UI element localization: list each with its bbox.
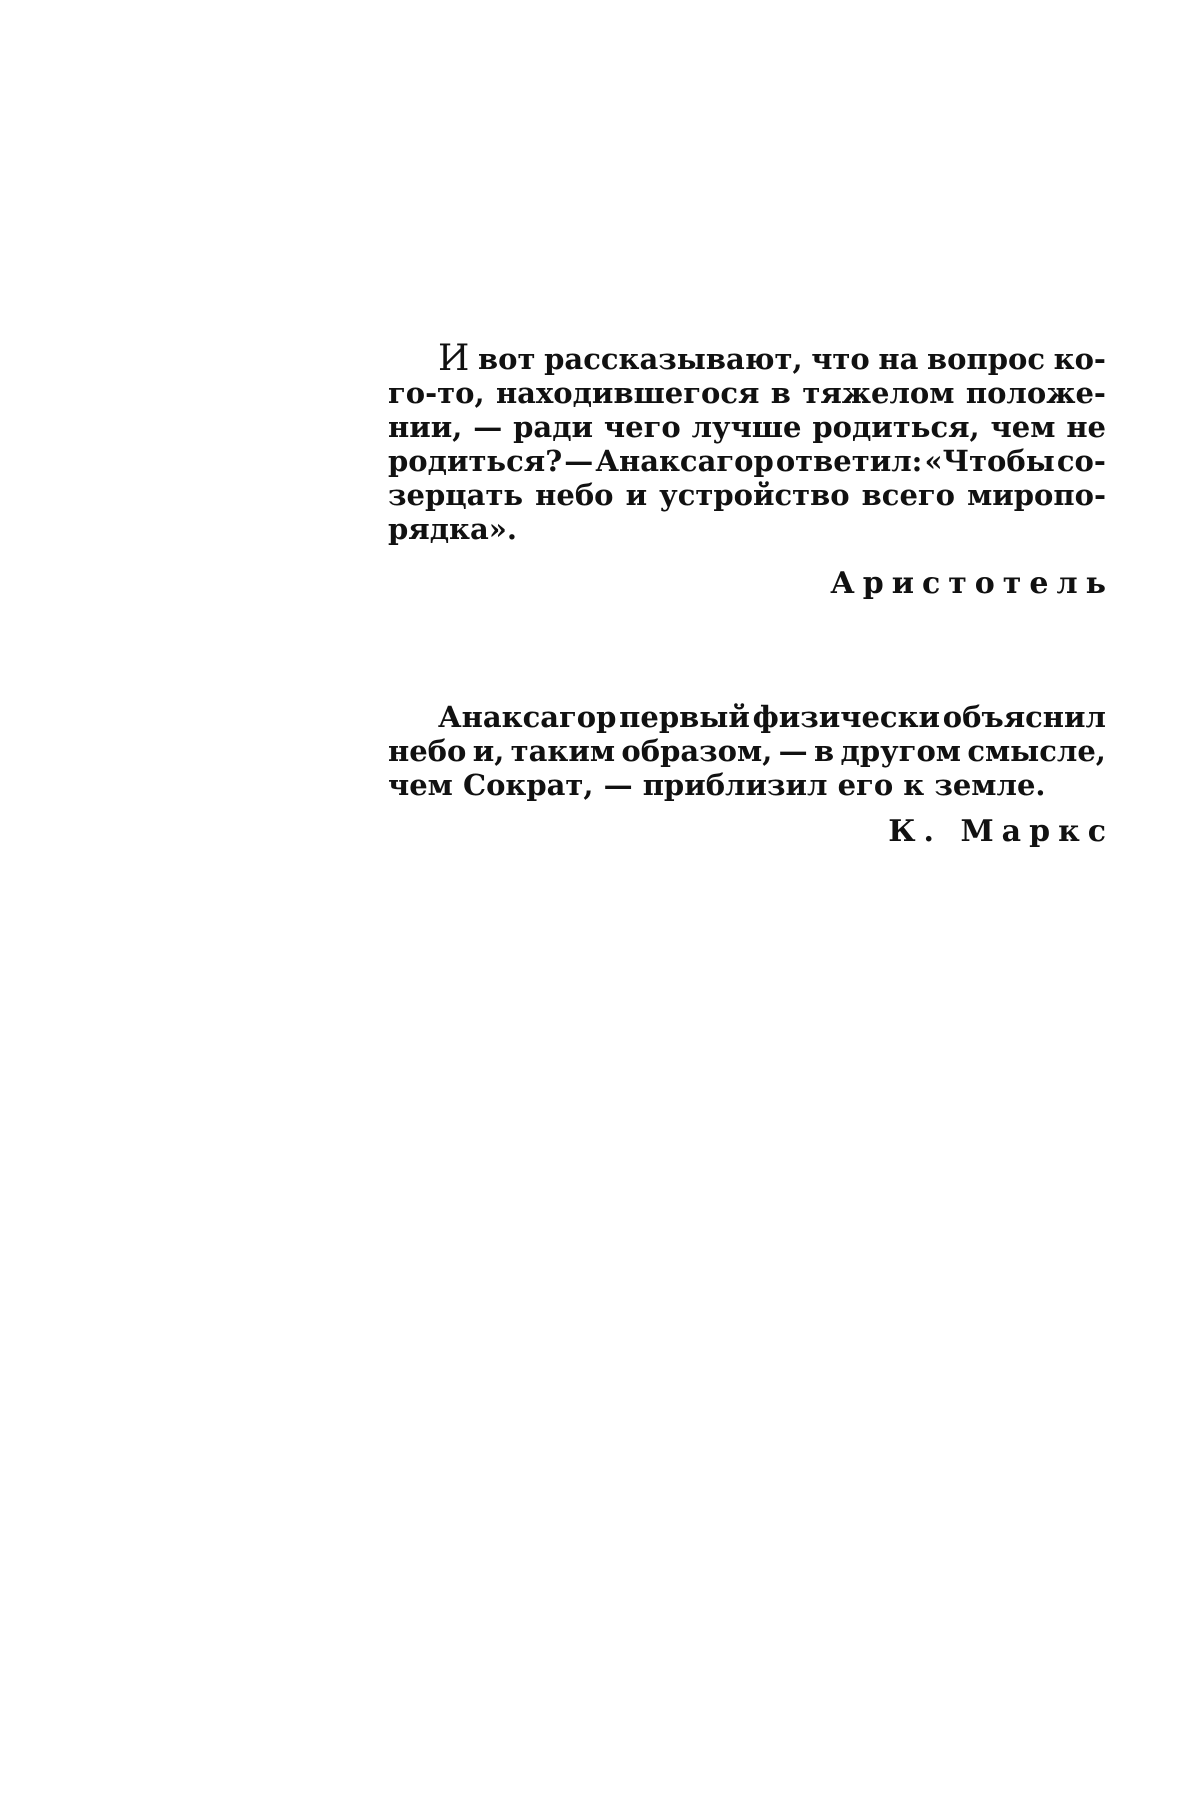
epigraph-word: вот (478, 342, 536, 376)
epigraph-line (388, 768, 1106, 802)
epigraph-word: «Чтобы (924, 444, 1055, 478)
epigraph-word: таким (510, 734, 616, 768)
epigraph-word: — (778, 734, 808, 768)
epigraph-marx (388, 700, 1114, 850)
epigraph-word: родиться? (388, 444, 563, 478)
epigraph-line (388, 444, 1106, 478)
epigraph-word: положе- (965, 376, 1106, 410)
epigraph-word: всего (861, 478, 956, 512)
epigraph-author: К. Маркс (888, 814, 1114, 849)
epigraph-word: образом, (621, 734, 773, 768)
epigraph-word: рядка». (388, 512, 517, 546)
epigraph-word: И (438, 338, 470, 379)
epigraph-line (388, 338, 1106, 379)
epigraph-word: в (814, 734, 835, 768)
epigraph-word: смысле, (967, 734, 1106, 768)
epigraph-word: миропо- (967, 478, 1106, 512)
epigraph-word: что (811, 342, 870, 376)
epigraph-word: небо (388, 734, 467, 768)
epigraph-word: объяснил (942, 700, 1106, 734)
epigraph-author: Аристотель (830, 566, 1114, 601)
epigraph-word: — (564, 444, 594, 478)
epigraph-word: Анаксагор (438, 700, 617, 734)
epigraph-aristotle (388, 338, 1114, 602)
epigraph-word: и (625, 478, 648, 512)
epigraph-line (388, 734, 1106, 768)
epigraph-line (388, 512, 1106, 546)
epigraph-word: устройство (659, 478, 850, 512)
epigraph-word: физически (752, 700, 941, 734)
epigraph-word: вопрос (927, 342, 1046, 376)
epigraph-word: чего (603, 410, 681, 444)
epigraph-word: ради (513, 410, 594, 444)
epigraph-word: первый (619, 700, 750, 734)
epigraph-word: чем (388, 768, 453, 802)
epigraph-line (388, 700, 1106, 734)
epigraph-line (388, 376, 1106, 410)
epigraph-word: тяжелом (802, 376, 955, 410)
epigraph-word: нии, (388, 410, 463, 444)
epigraph-word: к (903, 768, 925, 802)
epigraph-word: и, (472, 734, 505, 768)
epigraph-word: земле. (934, 768, 1046, 802)
epigraph-word: его (837, 768, 894, 802)
epigraph-word: лучше (691, 410, 802, 444)
epigraph-line (388, 410, 1106, 444)
epigraph-word: со- (1056, 444, 1106, 478)
epigraph-word: небо (535, 478, 614, 512)
epigraph-word: на (878, 342, 919, 376)
epigraph-word: в (770, 376, 791, 410)
epigraph-word: рассказывают, (544, 342, 803, 376)
epigraph-word: Анаксагор (595, 444, 774, 478)
epigraph-line (388, 478, 1106, 512)
epigraph-word: го-то, (388, 376, 485, 410)
epigraph-word: другом (840, 734, 961, 768)
epigraph-word: чем (990, 410, 1056, 444)
epigraph-word: ко- (1053, 342, 1106, 376)
epigraph-word: не (1066, 410, 1106, 444)
epigraph-word: — (473, 410, 503, 444)
epigraph-word: зерцать (388, 478, 524, 512)
epigraph-word: находившегося (495, 376, 760, 410)
epigraph-word: приблизил (642, 768, 828, 802)
epigraph-word: ответил: (775, 444, 923, 478)
epigraph-word: Сократ, (462, 768, 594, 802)
epigraph-word: родиться, (812, 410, 980, 444)
epigraph-word: — (603, 768, 633, 802)
